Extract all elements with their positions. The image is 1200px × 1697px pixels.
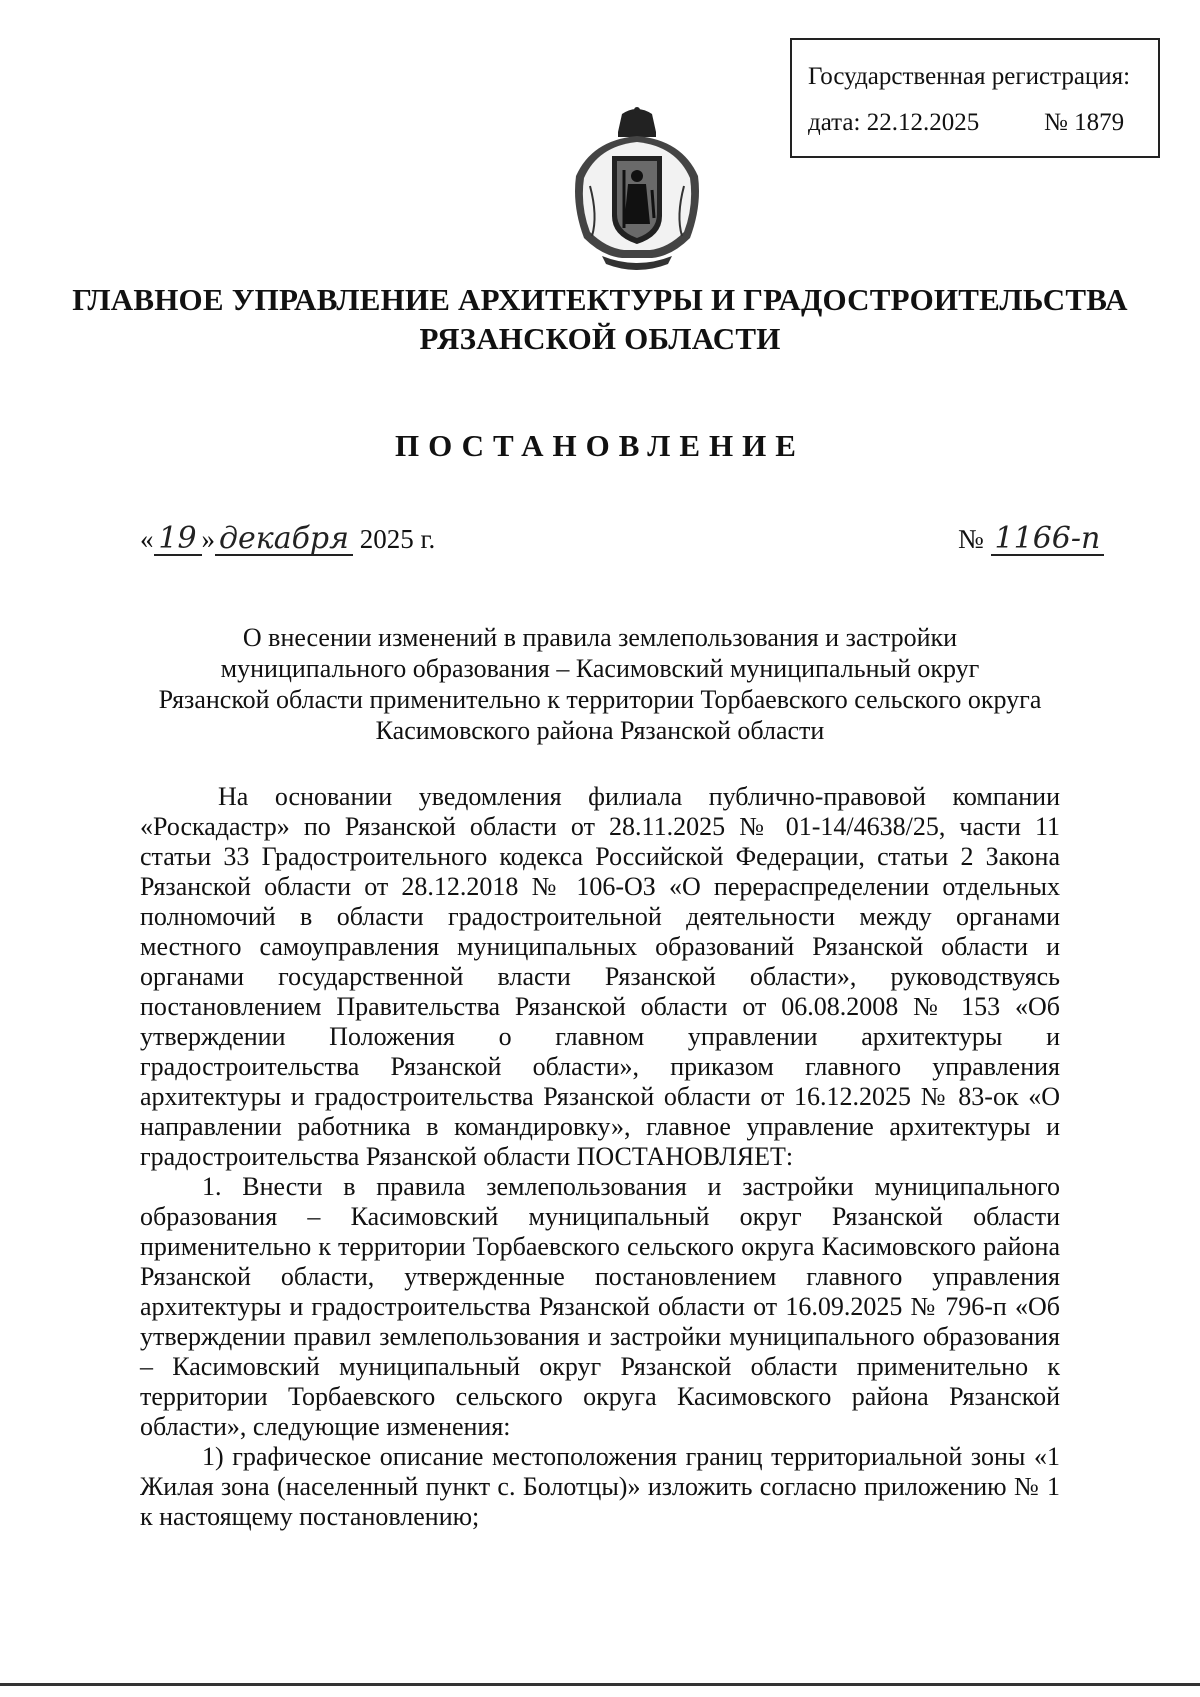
page-bottom-edge — [0, 1683, 1200, 1686]
document-subject — [140, 622, 1060, 746]
date-close-quote: » — [201, 524, 215, 554]
document-date — [140, 521, 436, 556]
subject-line-1: О внесении изменений в правила землепользования и застройки — [242, 623, 958, 652]
handwritten-number: 1166-п — [991, 524, 1105, 556]
number-prefix: № — [958, 524, 984, 554]
date-year: 2025 г. — [359, 524, 436, 554]
subject-line-3: Рязанской области применительно к территории Торбаевского сельского округа — [158, 685, 1042, 714]
registration-stamp — [790, 38, 1160, 158]
handwritten-month: декабря — [215, 524, 353, 556]
preamble-paragraph: На основании уведомления филиала публично-правовой компании «Роскадастр» по Рязанской области от 28.11.2025 № 01-14/4638/25, части 11 статьи 33 Градостроительного кодекса Российской Федерации, статьи 2 Закона Рязанской области от 28.12.2018 № 106-ОЗ «О перераспределении отдельных полномочий в области градостроительной деятельности между органами местного самоуправления муниципальных образований Рязанской области и органами государственной власти Рязанской области», руководствуясь постановлением Правительства Рязанской области от 06.08.2008 № 153 «Об утверждении Положения о главном управлении архитектуры и градостроительства Рязанской области», приказом главного управления архитектуры и градостроительства Рязанской области от 16.12.2025 № 83-ок «О направлении работника в командировку», главное управление архитектуры и градостроительства Рязанской области ПОСТАНОВЛЯЕТ: — [140, 782, 1060, 1171]
subitem-1-paragraph: 1) графическое описание местоположения границ территориальной зоны «1 Жилая зона (населенный пункт с. Болотцы)» изложить согласно приложению № 1 к настоящему постановлению; — [140, 1442, 1060, 1531]
item-1-paragraph: 1. Внести в правила землепользования и застройки муниципального образования – Касимовский муниципальный округ Рязанской области применительно к территории Торбаевского сельского округа Касимовского района Рязанской области, утвержденные постановлением главного управления архитектуры и градостроительства Рязанской области от 16.09.2025 № 796-п «Об утверждении правил землепользования и застройки муниципального образования – Касимовский муниципальный округ Рязанской области применительно к территории Торбаевского сельского округа Касимовского района Рязанской области», следующие изменения: — [140, 1172, 1060, 1441]
registration-date: дата: 22.12.2025 — [808, 109, 980, 136]
registration-number: № 1879 — [1044, 109, 1125, 136]
handwritten-day: 19 — [154, 524, 202, 556]
date-open-quote: « — [140, 524, 154, 554]
agency-name-line-1: ГЛАВНОЕ УПРАВЛЕНИЕ АРХИТЕКТУРЫ И ГРАДОСТРОИТЕЛЬСТВА — [72, 282, 1128, 317]
agency-name-line-2: РЯЗАНСКОЙ ОБЛАСТИ — [419, 321, 781, 356]
subject-line-2: муниципального образования – Касимовский муниципальный округ — [220, 654, 980, 683]
coat-of-arms-icon — [562, 106, 712, 270]
document-type-heading: ПОСТАНОВЛЕНИЕ — [395, 428, 805, 463]
registration-title: Государственная регистрация: — [808, 63, 1131, 90]
subject-line-4: Касимовского района Рязанской области — [375, 716, 825, 745]
document-number — [958, 521, 1104, 556]
document-body — [140, 782, 1060, 1532]
